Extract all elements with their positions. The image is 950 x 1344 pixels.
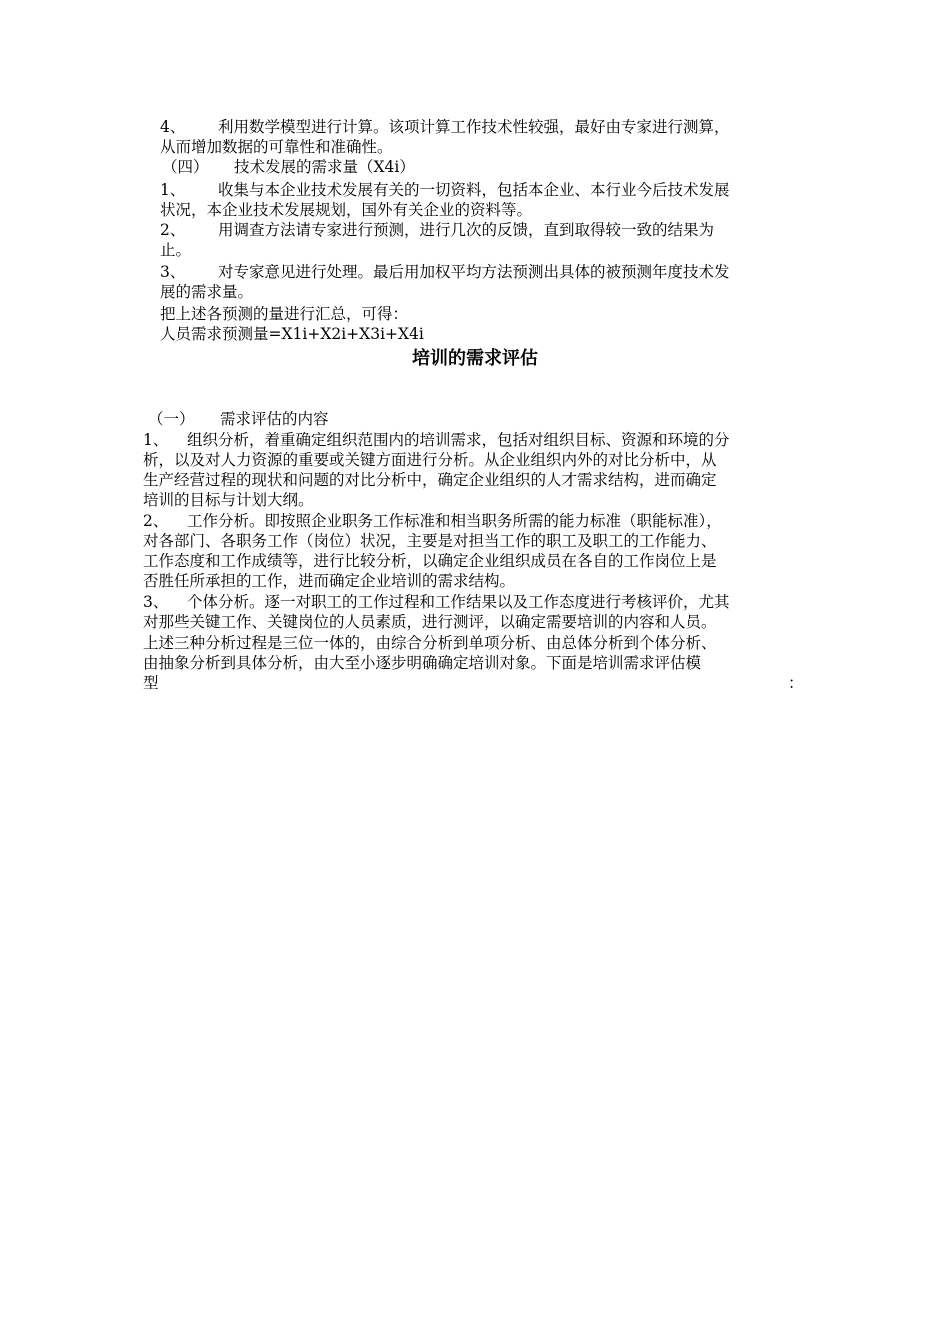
trailing-colon: ： bbox=[788, 674, 804, 692]
paragraph-4-line-3: 型 bbox=[143, 674, 159, 692]
item-4-continued: 从而增加数据的可靠性和准确性。 bbox=[160, 138, 393, 156]
sub-item-2-continued: 止。 bbox=[160, 241, 192, 259]
item-text: 组织分析，着重确定组织范围内的培训需求，包括对组织目标、资源和环境的分 bbox=[187, 431, 730, 449]
paragraph-4: 上述三种分析过程是三位一体的，由综合分析到单项分析、由总体分析到个体分析、 bbox=[143, 634, 717, 652]
item-text: 对专家意见进行处理。最后用加权平均方法预测出具体的被预测年度技术发 bbox=[218, 263, 730, 281]
paragraph-1 bbox=[143, 431, 730, 450]
paragraph-3 bbox=[143, 593, 730, 612]
sub-item-1-continued: 状况，本企业技术发展规划，国外有关企业的资料等。 bbox=[160, 201, 533, 219]
subheading-1 bbox=[148, 410, 329, 429]
subheading-4 bbox=[162, 158, 415, 177]
paragraph-3-line-2: 对那些关键工作、关键岗位的人员素质，进行测评，以确定需要培训的内容和人员。 bbox=[143, 613, 717, 631]
item-text: 利用数学模型进行计算。该项计算工作技术性较强，最好由专家进行测算， bbox=[218, 118, 730, 136]
subheading-number: （四） bbox=[162, 158, 209, 176]
item-4 bbox=[160, 118, 730, 137]
sub-item-1 bbox=[160, 181, 730, 200]
sub-item-2 bbox=[160, 221, 714, 240]
subheading-number: （一） bbox=[148, 410, 195, 428]
item-number: 2、 bbox=[143, 512, 169, 530]
formula-line: 人员需求预测量=X1i+X2i+X3i+X4i bbox=[160, 325, 424, 343]
paragraph-2 bbox=[143, 512, 722, 531]
sub-item-3-continued: 展的需求量。 bbox=[160, 283, 254, 301]
item-number: 1、 bbox=[143, 431, 169, 449]
item-text: 个体分析。逐一对职工的工作过程和工作结果以及工作态度进行考核评价，尤其 bbox=[187, 593, 730, 611]
item-text: 用调查方法请专家进行预测，进行几次的反馈，直到取得较一致的结果为 bbox=[218, 221, 715, 239]
paragraph-2-line-3: 工作态度和工作成绩等，进行比较分析，以确定企业组织成员在各自的工作岗位上是 bbox=[143, 552, 717, 570]
summary-line: 把上述各预测的量进行汇总，可得： bbox=[160, 305, 409, 323]
sub-item-3 bbox=[160, 263, 730, 282]
section-title: 培训的需求评估 bbox=[412, 348, 538, 369]
paragraph-1-line-3: 生产经营过程的现状和问题的对比分析中，确定企业组织的人才需求结构，进而确定 bbox=[143, 471, 717, 489]
item-number: 3、 bbox=[160, 263, 186, 281]
subheading-text: 技术发展的需求量（X4i） bbox=[234, 158, 415, 176]
item-number: 1、 bbox=[160, 181, 186, 199]
paragraph-2-line-2: 对各部门、各职务工作（岗位）状况，主要是对担当工作的职工及职工的工作能力、 bbox=[143, 532, 717, 550]
paragraph-4-line-2: 由抽象分析到具体分析，由大至小逐步明确确定培训对象。下面是培训需求评估模 bbox=[143, 654, 702, 672]
subheading-text: 需求评估的内容 bbox=[220, 410, 329, 428]
item-number: 4、 bbox=[160, 118, 186, 136]
item-text: 收集与本企业技术发展有关的一切资料，包括本企业、本行业今后技术发展 bbox=[218, 181, 730, 199]
paragraph-1-line-4: 培训的目标与计划大纲。 bbox=[143, 491, 314, 509]
item-text: 工作分析。即按照企业职务工作标准和相当职务所需的能力标准（职能标准）， bbox=[187, 512, 722, 530]
item-number: 3、 bbox=[143, 593, 169, 611]
item-number: 2、 bbox=[160, 221, 186, 239]
paragraph-2-line-4: 否胜任所承担的工作，进而确定企业培训的需求结构。 bbox=[143, 572, 516, 590]
paragraph-1-line-2: 析，以及对人力资源的重要或关键方面进行分析。从企业组织内外的对比分析中，从 bbox=[143, 451, 717, 469]
